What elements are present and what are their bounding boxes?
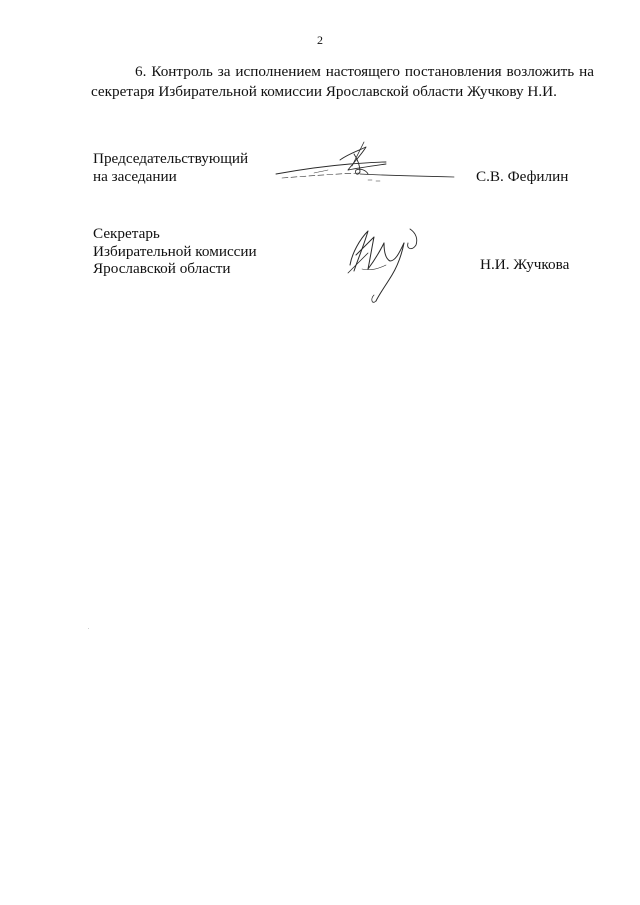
secretary-position (93, 225, 257, 278)
scan-speck (88, 628, 89, 629)
secretary-position-line-2: Избирательной комиссии (93, 242, 257, 260)
chair-name: С.В. Фефилин (476, 168, 569, 185)
chair-position (93, 150, 248, 185)
chair-position-line-1: Председательствующий (93, 150, 249, 167)
page-number: 2 (317, 33, 323, 47)
secretary-position-line-1: Секретарь (93, 225, 160, 242)
secretary-position-line-3: Ярославской области (93, 260, 231, 277)
secretary-name: Н.И. Жучкова (480, 256, 570, 273)
resolution-paragraph-6: 6. Контроль за исполнением настоящего постановления возложить на секретаря Избирательной комиссии Ярославской области Жучкову Н.И. (91, 63, 594, 100)
chair-signature (268, 140, 458, 190)
chair-position-line-2: на заседании (93, 167, 177, 185)
secretary-signature (338, 225, 438, 310)
